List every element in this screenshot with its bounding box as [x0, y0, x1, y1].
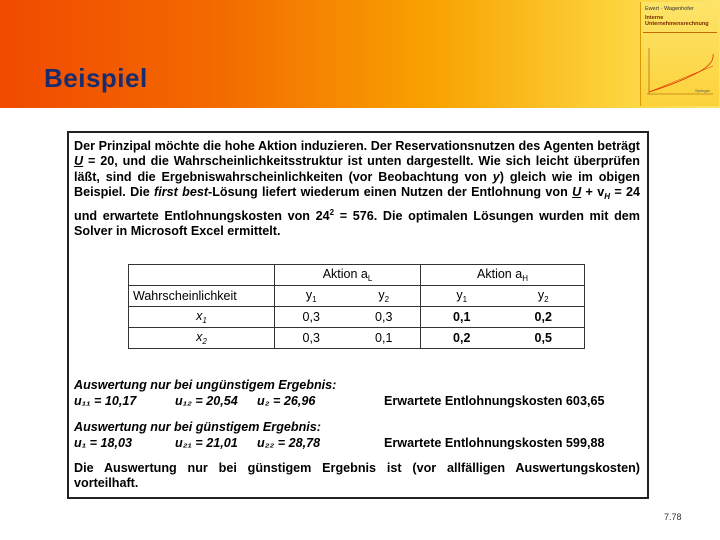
table-header-row	[129, 265, 585, 286]
reservation-utility-symbol-2: U	[572, 185, 582, 200]
intro-text-5: + v	[581, 185, 605, 200]
empty-corner-cell	[129, 265, 275, 286]
intro-text-6: = 24 und erwartete Entlohnungskosten von 24	[74, 185, 640, 223]
slide-title: Beispiel	[44, 63, 148, 93]
reservation-utility-symbol: U	[74, 154, 84, 169]
action-high-values-x1	[421, 307, 585, 328]
outcome-x1-label: $x_1$	[129, 307, 275, 328]
action-high-header: Aktion $a_H$	[421, 265, 585, 286]
action-low-values-x1	[275, 307, 421, 328]
action-low-values-x2	[275, 328, 421, 349]
book-cover-thumbnail	[640, 2, 719, 106]
favorable-cost: Erwartete Entlohnungskosten 599,88	[384, 436, 605, 450]
conclusion-paragraph: Die Auswertung nur bei günstigem Ergebnis ist (vor allfälligen Auswertungskosten) vorteilhaft.	[74, 461, 640, 491]
cover-divider	[643, 32, 717, 33]
action-low-signals	[275, 286, 421, 307]
action-high-values-x2	[421, 328, 585, 349]
signal-y1-high: $y_1$	[456, 288, 468, 304]
row-header-label: Wahrscheinlichkeit	[129, 286, 275, 307]
action-high-signals	[421, 286, 585, 307]
value-cell: 0,1	[453, 310, 471, 324]
value-cell: 0,3	[302, 310, 320, 324]
signal-y2-low: $y_2$	[378, 288, 390, 304]
intro-text-3: ) gleich wie im obigen Beispiel. Die	[74, 169, 640, 200]
favorable-u21: u₂₁ = 21,01	[175, 436, 238, 450]
outcome-x2-label: $x_2$	[129, 328, 275, 349]
cover-title-line1: Interne	[645, 15, 664, 21]
unfavorable-u12: u₁₂ = 20,54	[175, 394, 238, 408]
square-exponent: 2	[329, 207, 335, 217]
cover-title-line2: Unternehmensrechnung	[645, 21, 709, 27]
h-subscript: H	[604, 192, 610, 202]
cover-authors: Ewert · Wagenhofer	[645, 6, 694, 12]
table-row	[129, 307, 585, 328]
unfavorable-u2: u₂ = 26,96	[257, 394, 316, 408]
favorable-heading: Auswertung nur bei günstigem Ergebnis:	[74, 420, 321, 434]
unfavorable-heading: Auswertung nur bei ungünstigem Ergebnis:	[74, 378, 337, 392]
signal-y2-high: $y_2$	[537, 288, 549, 304]
favorable-u1: u₁ = 18,03	[74, 436, 132, 450]
table-row	[129, 328, 585, 349]
action-low-header: Aktion $a_L$	[275, 265, 421, 286]
intro-paragraph	[74, 139, 640, 240]
unfavorable-u11: u₁₁ = 10,17	[74, 394, 137, 408]
value-cell: 0,2	[534, 310, 552, 324]
intro-text-7: = 576. Die optimalen Lösungen wurden mit dem Solver in Microsoft Excel ermittelt.	[74, 208, 640, 239]
signal-symbol: y	[492, 169, 500, 184]
value-cell: 0,3	[375, 310, 393, 324]
signal-y1-low: $y_1$	[305, 288, 317, 304]
value-cell: 0,5	[534, 331, 552, 345]
value-cell: 0,2	[453, 331, 471, 345]
slide-header	[0, 0, 720, 108]
page-number: 7.78	[664, 512, 682, 522]
value-cell: 0,3	[302, 331, 320, 345]
intro-text-1: Der Prinzipal möchte die hohe Aktion induzieren. Der Reservationsnutzen des Agenten beträgt	[74, 139, 640, 153]
table-subheader-row	[129, 286, 585, 307]
first-best-term: first best	[154, 185, 209, 200]
content-box	[67, 131, 649, 499]
cover-publisher: Springer	[695, 88, 711, 93]
unfavorable-cost: Erwartete Entlohnungskosten 603,65	[384, 394, 605, 408]
intro-text-4: -Lösung liefert wiederum einen Nutzen der Entlohnung von	[208, 185, 573, 200]
favorable-u22: u₂₂ = 28,78	[257, 436, 321, 450]
value-cell: 0,1	[375, 331, 393, 345]
probability-table	[128, 264, 585, 349]
intro-text-2: = 20, und die Wahrscheinlichkeitsstruktur ist unten dargestellt. Wie sich leicht überprüfen läßt, sind die Ergebniswahrscheinlichkeiten (vor Beobachtung von	[74, 154, 640, 184]
